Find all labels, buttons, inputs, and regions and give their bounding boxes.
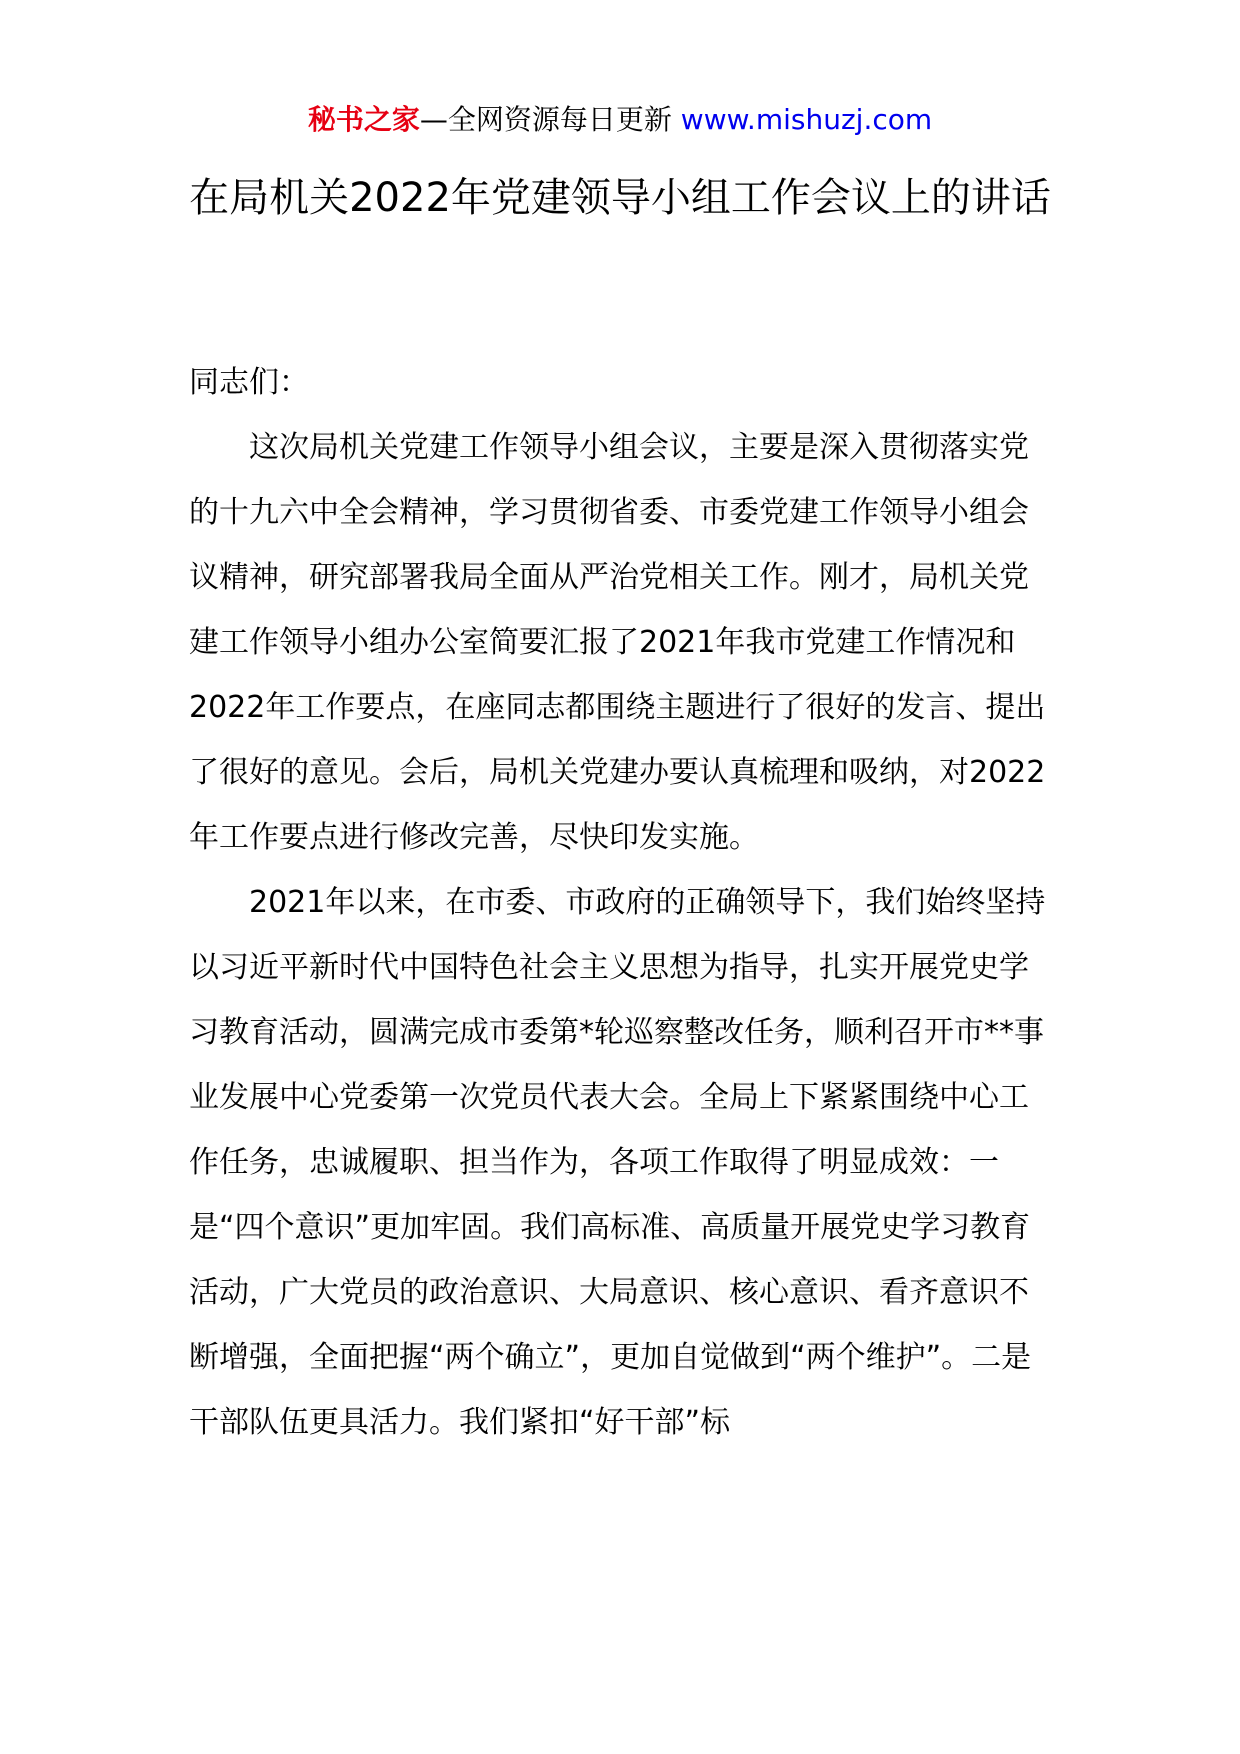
document-body	[189, 350, 1051, 1455]
paragraph: 这次局机关党建工作领导小组会议，主要是深入贯彻落实党的十九六中全会精神，学习贯彻省委、市委党建工作领导小组会议精神，研究部署我局全面从严治党相关工作。刚才，局机关党建工作领导小组办公室简要汇报了2021年我市党建工作情况和2022年工作要点，在座同志都围绕主题进行了很好的发言、提出了很好的意见。会后，局机关党建办要认真梳理和吸纳，对2022年工作要点进行修改完善，尽快印发实施。	[189, 430, 1046, 855]
header-tagline: —全网资源每日更新	[419, 103, 672, 136]
site-header	[0, 100, 1240, 140]
site-url-link[interactable]: www.mishuzj.com	[680, 103, 933, 136]
brand-name: 秘书之家	[307, 103, 420, 136]
document-title: 在局机关2022年党建领导小组工作会议上的讲话	[189, 175, 1051, 221]
paragraph: 2021年以来，在市委、市政府的正确领导下，我们始终坚持以习近平新时代中国特色社会主义思想为指导，扎实开展党史学习教育活动，圆满完成市委第*轮巡察整改任务，顺利召开市**事业发展中心党委第一次党员代表大会。全局上下紧紧围绕中心工作任务，忠诚履职、担当作为，各项工作取得了明显成效：一是“四个意识”更加牢固。我们高标准、高质量开展党史学习教育活动，广大党员的政治意识、大局意识、核心意识、看齐意识不断增强，全面把握“两个确立”，更加自觉做到“两个维护”。二是干部队伍更具活力。我们紧扣“好干部”标	[189, 885, 1046, 1440]
salutation: 同志们：	[189, 365, 309, 400]
